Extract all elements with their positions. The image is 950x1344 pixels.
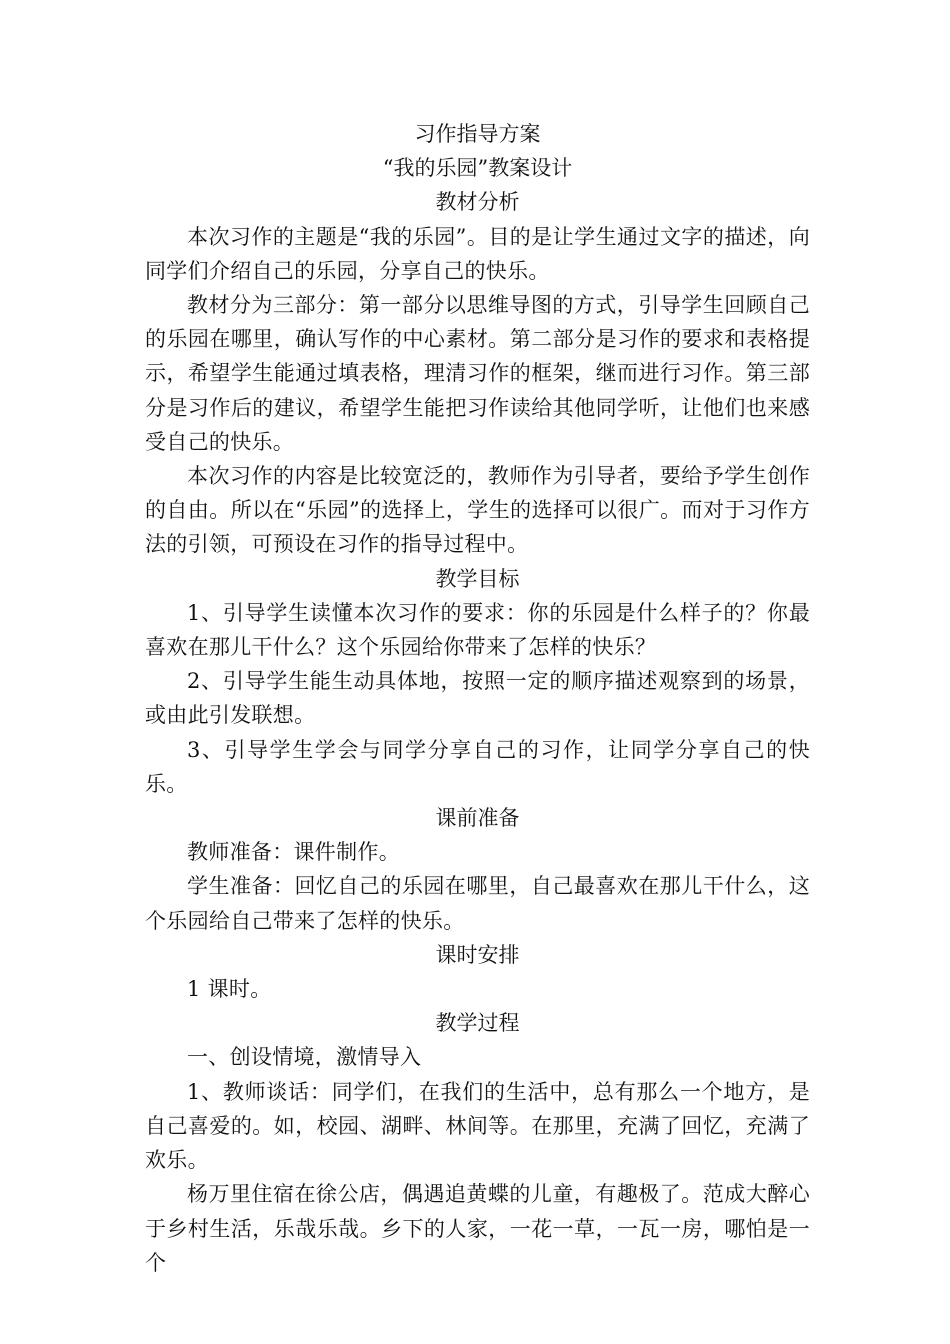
section-heading-schedule: 课时安排: [435, 942, 520, 967]
document-page: [145, 117, 810, 1280]
paragraph: 1、引导学生读懂本次习作的要求：你的乐园是什么样子的？你最喜欢在那儿干什么？这个乐园给你带来了怎样的快乐？: [145, 600, 810, 660]
document-title: 习作指导方案: [414, 122, 541, 146]
paragraph: 3、引导学生学会与同学分享自己的习作，让同学分享自己的快乐。: [145, 737, 810, 796]
section-heading-materials: 教材分析: [435, 190, 520, 215]
paragraph: 本次习作的内容是比较宽泛的，教师作为引导者，要给予学生创作的自由。所以在“乐园”的选择上，学生的选择可以很广。而对于习作方法的引领，可预设在习作的指导过程中。: [145, 464, 810, 557]
section-heading-objectives: 教学目标: [435, 566, 520, 591]
paragraph: 本次习作的主题是“我的乐园”。目的是让学生通过文字的描述，向同学们介绍自己的乐园，分享自己的快乐。: [145, 224, 810, 283]
paragraph: 1、教师谈话：同学们，在我们的生活中，总有那么一个地方，是自己喜爱的。如，校园、湖畔、林间等。在那里，充满了回忆，充满了欢乐。: [145, 1079, 810, 1173]
section-heading-preparation: 课前准备: [435, 806, 520, 831]
paragraph: 教师准备：课件制作。: [187, 840, 400, 865]
paragraph: 学生准备：回忆自己的乐园在哪里，自己最喜欢在那儿干什么，这个乐园给自己带来了怎样的快乐。: [145, 874, 810, 933]
section-heading-process: 教学过程: [435, 1011, 520, 1036]
paragraph: 1 课时。: [187, 977, 272, 1002]
paragraph: 2、引导学生能生动具体地，按照一定的顺序描述观察到的场景，或由此引发联想。: [145, 669, 810, 728]
paragraph: 一、创设情境，激情导入: [187, 1045, 422, 1070]
paragraph: 教材分为三部分：第一部分以思维导图的方式，引导学生回顾自己的乐园在哪里，确认写作的中心素材。第二部分是习作的要求和表格提示，希望学生能通过填表格，理清习作的框架，继而进行习作。第三部分是习作后的建议，希望学生能把习作读给其他同学听，让他们也来感受自己的快乐。: [145, 293, 810, 454]
paragraph: 杨万里住宿在徐公店，偶遇追黄蝶的儿童，有趣极了。范成大醉心于乡村生活，乐哉乐哉。乡下的人家，一花一草，一瓦一房，哪怕是一个: [145, 1182, 810, 1275]
document-subtitle: “我的乐园”教案设计: [382, 156, 573, 181]
